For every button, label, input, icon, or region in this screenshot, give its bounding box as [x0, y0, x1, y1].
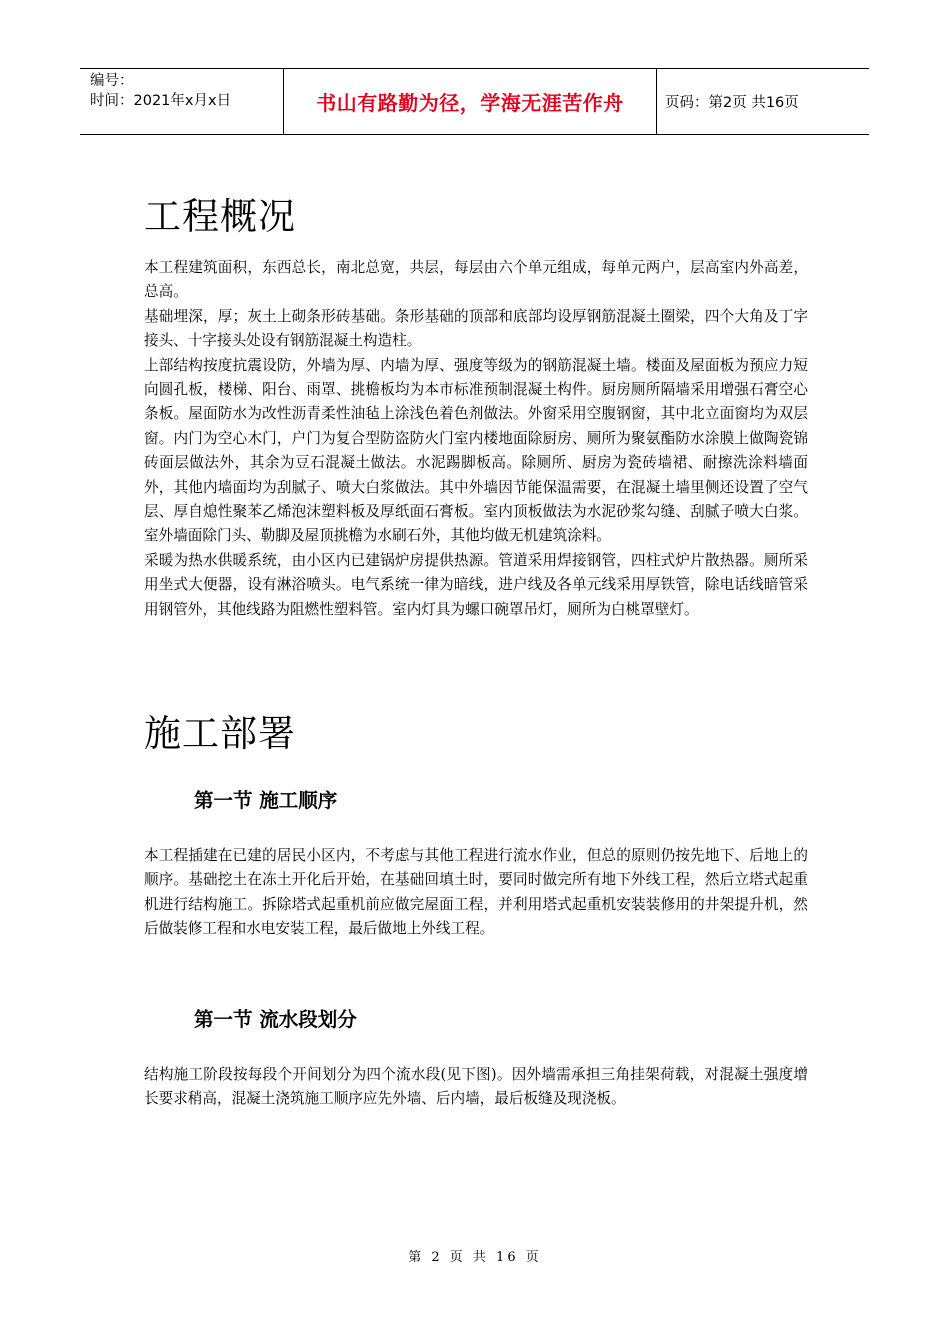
- document-time-label: 时间：2021年x月x日: [90, 93, 232, 109]
- flow-division-body: [144, 1063, 808, 1112]
- section-title-overview: 工程概况: [144, 195, 296, 238]
- subsection-title-sequence: 第一节 施工顺序: [194, 789, 338, 812]
- header-page-info: 页码：第2页 共16页: [665, 95, 799, 111]
- sequence-body: [144, 844, 808, 942]
- overview-body: [144, 256, 808, 622]
- flow-division-paragraph: 结构施工阶段按每段个开间划分为四个流水段(见下图)。因外墙需承担三角挂架荷载，对混凝土强度增长要求稍高，混凝土浇筑施工顺序应先外墙、后内墙，最后板缝及现浇板。: [144, 1066, 808, 1108]
- overview-paragraph-3: 上部结构按度抗震设防，外墙为厚、内墙为厚、强度等级为的钢筋混凝土墙。楼面及屋面板为预应力短向圆孔板，楼梯、阳台、雨罩、挑檐板均为本市标准预制混凝土构件。厨房厕所隔墙采用增强石膏空心条板。屋面防水为改性沥青柔性油毡上涂浅色着色剂做法。外窗采用空腹钢窗，其中北立面窗均为双层窗。内门为空心木门，户门为复合型防盗防火门室内楼地面除厨房、厕所为聚氨酯防水涂膜上做陶瓷锦砖面层做法外，其余为豆石混凝土做法。水泥踢脚板高。除厕所、厨房为瓷砖墙裙、耐擦洗涂料墙面外，其他内墙面均为刮腻子、喷大白浆做法。其中外墙因节能保温需要，在混凝土墙里侧还设置了空气层、厚自熄性聚苯乙烯泡沫塑料板及厚纸面石膏板。室内顶板做法为水泥砂浆勾缝、刮腻子喷大白浆。室外墙面除门头、勒脚及屋顶挑檐为水刷石外，其他均做无机建筑涂料。: [144, 356, 808, 545]
- section-title-deployment: 施工部署: [144, 712, 296, 755]
- document-number-label: 编号：: [90, 73, 134, 89]
- page-header: [80, 68, 869, 135]
- overview-paragraph-2: 基础埋深，厚；灰土上砌条形砖基础。条形基础的顶部和底部均设厚钢筋混凝土圈梁，四个大角及丁字接头、十字接头处设有钢筋混凝土构造柱。: [144, 307, 808, 350]
- header-motto-cell: [283, 69, 657, 134]
- overview-paragraph-4: 采暖为热水供暖系统，由小区内已建锅炉房提供热源。管道采用焊接钢管，四柱式炉片散热器。厕所采用坐式大便器，设有淋浴喷头。电气系统一律为暗线，进户线及各单元线采用厚铁管，除电话线暗管采用钢管外，其他线路为阻燃性塑料管。室内灯具为螺口碗罩吊灯，厕所为白桃罩壁灯。: [144, 551, 808, 618]
- overview-paragraph-1: 本工程建筑面积，东西总长，南北总宽，共层，每层由六个单元组成，每单元两户，层高室内外高差，总高。: [144, 259, 808, 301]
- header-meta: [80, 69, 283, 134]
- subsection-title-flow-division: 第一节 流水段划分: [194, 1008, 357, 1031]
- page-footer: 第 2 页 共 16 页: [408, 1250, 542, 1265]
- header-motto: 书山有路勤为径，学海无涯苦作舟: [316, 91, 624, 115]
- sequence-paragraph: 本工程插建在已建的居民小区内，不考虑与其他工程进行流水作业，但总的原则仍按先地下、后地上的顺序。基础挖土在冻土开化后开始，在基础回填土时，要同时做完所有地下外线工程，然后立塔式起重机进行结构施工。拆除塔式起重机前应做完屋面工程，并利用塔式起重机安装装修用的井架提升机，然后做装修工程和水电安装工程，最后做地上外线工程。: [144, 847, 808, 938]
